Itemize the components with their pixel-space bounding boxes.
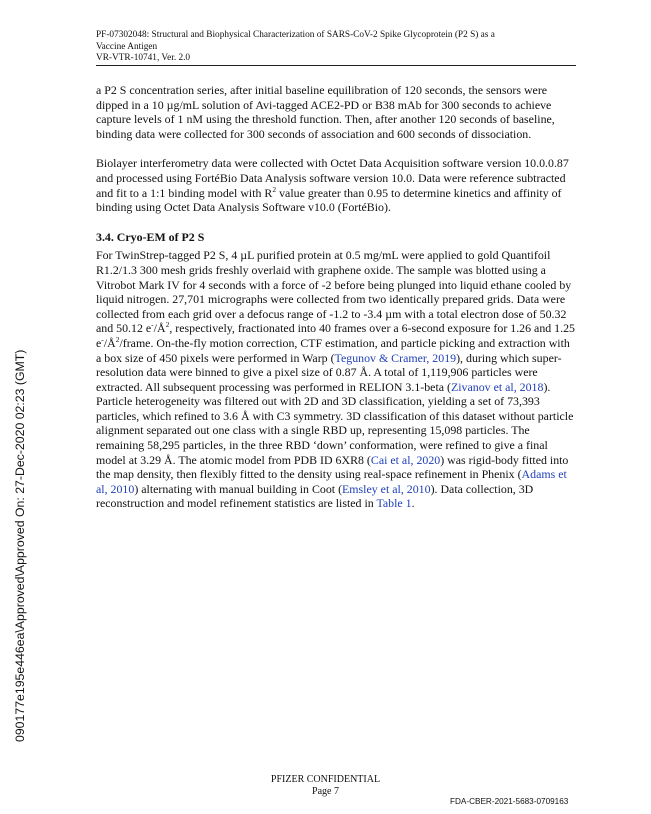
- document-body: [96, 83, 576, 511]
- superscript: 2: [165, 320, 170, 330]
- paragraph-text: ) alternating with manual building in Coot (: [134, 481, 343, 496]
- paragraph-text: ) was rigid-body fitted into the map density, then flexibly fitted to the density using real-space refinement in Phenix (: [96, 452, 569, 482]
- paragraph-text: Biolayer interferometry data were collected with Octet Data Acquisition software version 10.0.0.87 and processed using FortéBio Data Analysis software version 10.0. Data were reference subtracted and fit to a 1:1 binding model with R: [96, 156, 569, 200]
- superscript: 2: [272, 184, 277, 194]
- paragraph-text: , respectively, fractionated into 40 frames over a 6-second exposure for 1.26 and 1.25 e: [96, 321, 575, 350]
- superscript: -: [151, 320, 154, 330]
- paragraph-text: ). Data collection, 3D reconstruction and model refinement statistics are listed in: [96, 481, 534, 511]
- citation-link-adams[interactable]: Adams et al, 2010: [96, 467, 567, 496]
- paragraph-text: /Å: [103, 335, 116, 350]
- header-title-line: PF-07302048: Structural and Biophysical Characterization of SARS-CoV-2 Spike Glycoprotein (P2 S) as a: [96, 30, 495, 40]
- footer-document-id: FDA-CBER-2021-5683-0709163: [450, 797, 569, 806]
- paragraph-bli-protocol: a P2 S concentration series, after initial baseline equilibration of 120 seconds, the sensors were dipped in a 10 µg/mL solution of Avi-tagged ACE2-PD or B38 mAb for 300 seconds to achieve capture levels of 1 nM using the threshold function. Then, after another 120 seconds of baseline, binding data were collected for 300 seconds of association and 600 seconds of dissociation.: [96, 83, 555, 141]
- header-title-line-2: Vaccine Antigen: [96, 41, 158, 52]
- paragraph-text: .: [411, 496, 415, 511]
- paragraph-bli-analysis: [96, 156, 576, 214]
- citation-link-zivanov[interactable]: Zivanov et al, 2018: [450, 379, 544, 394]
- section-heading: 3.4. Cryo-EM of P2 S: [96, 229, 205, 244]
- approval-stamp: 090177e195e446ea\Approved\Approved On: 27-Dec-2020 02:23 (GMT): [13, 349, 27, 742]
- superscript: -: [101, 334, 104, 344]
- paragraph-text: For TwinStrep-tagged P2 S, 4 µL purified protein at 0.5 mg/mL were applied to gold Quantifoil R1.2/1.3 300 mesh grids freshly overlaid with graphene oxide. The sample was blotted using a Vitrobot Mark IV for 4 seconds with a force of -2 before being plunged into liquid ethane cooled by liquid nitrogen. 27,701 micrographs were collected from two identically prepared grids. Data were collected from each grid over a defocus range of -1.2 to -3.4 µm with a total electron dose of 50.32 and 50.12 e: [96, 248, 572, 336]
- citation-link-emsley[interactable]: Emsley et al, 2010: [342, 481, 431, 496]
- paragraph-text: ), during which super-resolution data were binned to give a pixel size of 0.87 Å. A total of 1,119,906 particles were extracted. All subsequent processing was performed in RELION 3.1-beta (: [96, 350, 562, 394]
- citation-link-tegunov[interactable]: Tegunov & Cramer, 2019: [334, 350, 457, 365]
- citation-link-cai[interactable]: Cai et al, 2020: [370, 452, 441, 467]
- footer-page-number: Page 7: [312, 786, 339, 797]
- paragraph-text: /Å: [153, 321, 166, 336]
- paragraph-text: /frame. On-the-fly motion correction, CTF estimation, and particle picking and extraction with a box size of 450 pixels were performed in Warp (: [96, 335, 570, 365]
- page-header: [96, 30, 576, 66]
- header-version: VR-VTR-10741, Ver. 2.0: [96, 53, 576, 66]
- table-1-link[interactable]: Table 1: [376, 496, 412, 511]
- paragraph-text: value greater than 0.95 to determine kinetics and affinity of binding using Octet Data Analysis Software v10.0 (FortéBio).: [96, 185, 562, 215]
- paragraph-cryo-em: [96, 248, 576, 511]
- footer-confidential: PFIZER CONFIDENTIAL: [270, 774, 381, 785]
- superscript: 2: [115, 334, 120, 344]
- paragraph-text: ). Particle heterogeneity was filtered out with 2D and 3D classification, yielding a set of 73,393 particles, which refined to 3.6 Å with C3 symmetry. 3D classification of this dataset without particle alignment separated out one class with a single RBD up, representing 15,098 particles. The remaining 58,295 particles, in the three RBD ‘down’ conformation, were refined to give a final model at 3.29 Å. The atomic model from PDB ID 6XR8 (: [96, 379, 574, 467]
